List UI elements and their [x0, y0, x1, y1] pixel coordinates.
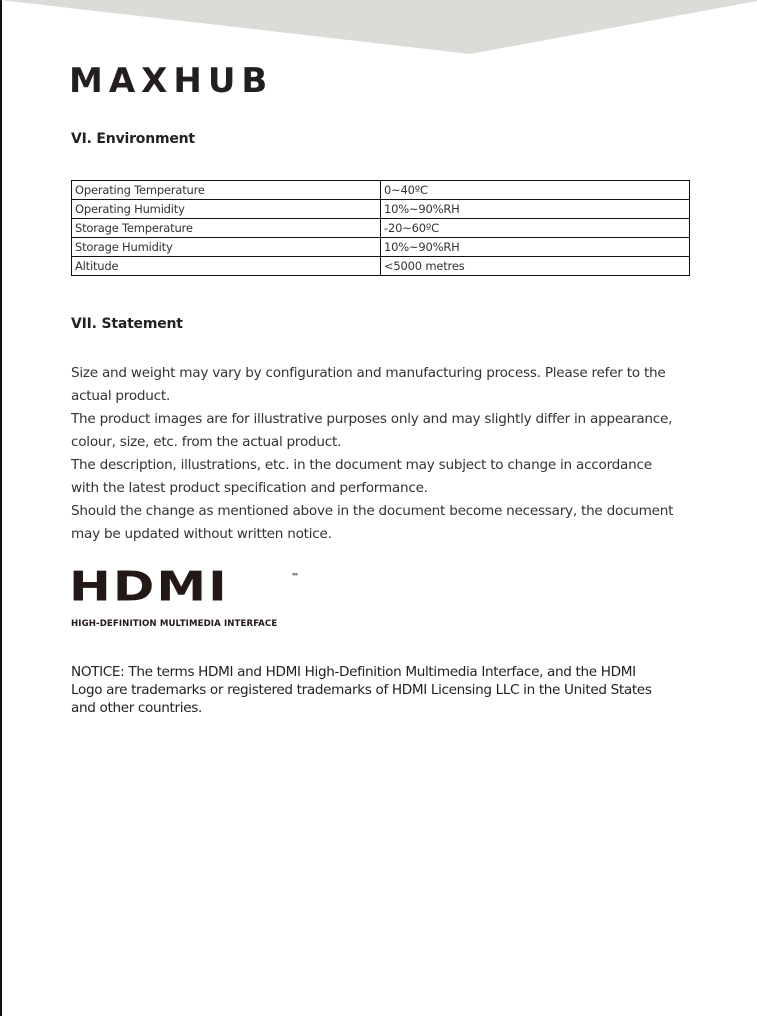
statement-line: actual product. — [71, 388, 171, 404]
header-chevron-band — [0, 0, 757, 60]
statement-line: Size and weight may vary by configuration and manufacturing process. Please refer to the — [71, 365, 666, 381]
environment-value: -20~60ºC — [381, 219, 690, 238]
environment-value: 10%~90%RH — [381, 200, 690, 219]
environment-label: Storage Temperature — [72, 219, 381, 238]
statement-line: The description, illustrations, etc. in the document may subject to change in accordance — [71, 457, 652, 473]
environment-label: Altitude — [72, 257, 381, 276]
environment-row — [72, 257, 690, 276]
statement-line: The product images are for illustrative purposes only and may slightly differ in appearance, — [71, 411, 673, 427]
environment-label: Operating Temperature — [72, 181, 381, 200]
environment-row — [72, 181, 690, 200]
environment-heading: VI. Environment — [71, 131, 195, 147]
environment-row — [72, 200, 690, 219]
hdmi-caption: HIGH-DEFINITION MULTIMEDIA INTERFACE — [71, 619, 278, 629]
maxhub-logo: MAXHUB — [69, 61, 274, 101]
environment-value: 0~40ºC — [381, 181, 690, 200]
environment-value: 10%~90%RH — [381, 238, 690, 257]
environment-row — [72, 238, 690, 257]
statement-line: Should the change as mentioned above in the document become necessary, the document — [71, 503, 674, 519]
trademark-symbol: ™ — [291, 572, 299, 581]
notice-line: NOTICE: The terms HDMI and HDMI High-Definition Multimedia Interface, and the HDMI — [71, 664, 636, 680]
environment-value: <5000 metres — [381, 257, 690, 276]
page-left-edge — [0, 0, 2, 1016]
hdmi-logo-wordmark: HDMI — [69, 562, 229, 611]
environment-label: Operating Humidity — [72, 200, 381, 219]
environment-row — [72, 219, 690, 238]
notice-line: and other countries. — [71, 700, 202, 716]
environment-label: Storage Humidity — [72, 238, 381, 257]
header-chevron-shape — [0, 0, 757, 54]
statement-text — [71, 362, 701, 546]
notice-line: Logo are trademarks or registered trademarks of HDMI Licensing LLC in the United States — [71, 682, 652, 698]
trademark-notice — [71, 663, 711, 717]
statement-line: may be updated without written notice. — [71, 526, 332, 542]
statement-line: colour, size, etc. from the actual product. — [71, 434, 342, 450]
statement-line: with the latest product specification and performance. — [71, 480, 428, 496]
statement-heading: VII. Statement — [71, 316, 183, 332]
environment-table — [71, 180, 690, 276]
